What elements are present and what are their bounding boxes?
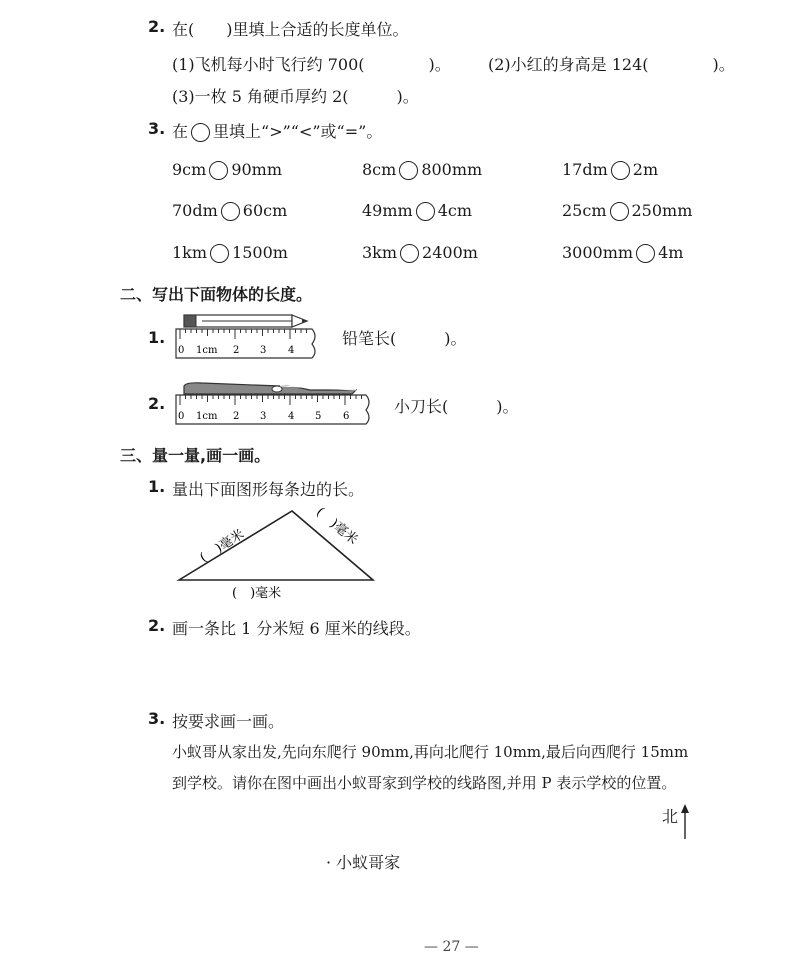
knife-icon xyxy=(184,383,356,394)
q2-item-2: (2)小红的身高是 124( )。 xyxy=(488,55,735,74)
q3-number: 3. xyxy=(148,119,166,138)
section-3-title: 三、量一量,画一画。 xyxy=(120,446,271,465)
sec2-item2-number: 2. xyxy=(148,394,166,413)
page-number: — 27 — xyxy=(424,939,479,955)
q3-title xyxy=(172,119,382,142)
compare-left: 3km xyxy=(362,243,398,262)
compare-right: 2m xyxy=(632,160,659,179)
answer-circle[interactable] xyxy=(399,161,418,180)
ruler-tick-label: 3 xyxy=(260,345,267,356)
north-label: 北 xyxy=(662,807,679,826)
q3-title-end: 里填上“>”“<”或“=”。 xyxy=(213,122,383,141)
answer-circle[interactable] xyxy=(221,202,240,221)
ruler-tick-label: 6 xyxy=(343,411,350,422)
ruler-tick-label: 2 xyxy=(233,411,240,422)
q3-title-start: 在 xyxy=(172,122,189,141)
compare-left: 49mm xyxy=(362,201,413,220)
compare-right: 1500m xyxy=(232,243,288,262)
ruler-tick-label: 4 xyxy=(288,345,295,356)
compare-r2-c3 xyxy=(562,201,692,221)
ruler-tick-label: 5 xyxy=(315,411,322,422)
knife-ruler-figure xyxy=(172,378,378,428)
compare-right: 2400m xyxy=(422,243,478,262)
triangle-right-label: ( )毫米 xyxy=(313,505,361,548)
sec3-item1-text: 量出下面图形每条边的长。 xyxy=(172,480,365,499)
sec3-item3-text: 按要求画一画。 xyxy=(172,712,285,731)
compare-r3-c2 xyxy=(362,243,478,263)
compare-r1-c1 xyxy=(172,160,282,180)
answer-circle[interactable] xyxy=(611,161,630,180)
ruler-icon xyxy=(176,329,315,358)
q2-item-3: (3)一枚 5 角硬币厚约 2( )。 xyxy=(172,87,419,106)
answer-circle[interactable] xyxy=(636,244,655,263)
compare-left: 3000mm xyxy=(562,243,634,262)
compare-right: 4m xyxy=(658,243,684,262)
compare-left: 17dm xyxy=(562,160,608,179)
q2-item-1: (1)飞机每小时飞行约 700( )。 xyxy=(172,55,451,74)
knife-length-answer: 小刀长( )。 xyxy=(394,397,519,416)
ruler-tick-label: 3 xyxy=(260,411,267,422)
home-label: · 小蚁哥家 xyxy=(326,853,401,872)
sec3-item3-number: 3. xyxy=(148,709,166,728)
compare-left: 9cm xyxy=(172,160,207,179)
sec3-item1-number: 1. xyxy=(148,477,166,496)
sec3-item3-line2: 到学校。请你在图中画出小蚁哥家到学校的线路图,并用 P 表示学校的位置。 xyxy=(172,774,677,792)
pencil-length-answer: 铅笔长( )。 xyxy=(342,329,467,348)
compare-right: 90mm xyxy=(231,160,283,179)
north-arrow-icon xyxy=(679,804,691,840)
compare-left: 70dm xyxy=(172,201,218,220)
compare-right: 800mm xyxy=(421,160,483,179)
ruler-tick-label: 0 xyxy=(178,411,185,422)
ruler-tick-label: 4 xyxy=(288,411,295,422)
section-2-title: 二、写出下面物体的长度。 xyxy=(120,285,313,304)
sec3-item2-text: 画一条比 1 分米短 6 厘米的线段。 xyxy=(172,619,421,638)
triangle-bottom-label: ( )毫米 xyxy=(232,586,282,601)
compare-r3-c3 xyxy=(562,243,683,263)
q2-title: 在( )里填上合适的长度单位。 xyxy=(172,20,409,39)
compare-right: 4cm xyxy=(437,201,473,220)
answer-circle[interactable] xyxy=(209,161,228,180)
compare-left: 8cm xyxy=(362,160,397,179)
triangle-figure xyxy=(176,505,382,605)
compare-right: 60cm xyxy=(242,201,288,220)
compare-r1-c3 xyxy=(562,160,658,180)
triangle-left-label: ( )毫米 xyxy=(197,527,248,566)
compare-r1-c2 xyxy=(362,160,482,180)
ruler-tick-label: 0 xyxy=(178,345,185,356)
pencil-icon xyxy=(184,315,307,327)
answer-circle[interactable] xyxy=(416,202,435,221)
compare-left: 1km xyxy=(172,243,208,262)
compare-r2-c2 xyxy=(362,201,472,221)
sec3-item2-number: 2. xyxy=(148,616,166,635)
compare-right: 250mm xyxy=(631,201,693,220)
ruler-tick-label: 2 xyxy=(233,345,240,356)
answer-circle[interactable] xyxy=(400,244,419,263)
compare-left: 25cm xyxy=(562,201,607,220)
pencil-ruler-figure xyxy=(172,312,324,362)
ruler-tick-label: 1cm xyxy=(196,411,218,422)
compare-r2-c1 xyxy=(172,201,287,221)
answer-circle[interactable] xyxy=(610,202,629,221)
circle-icon xyxy=(191,123,210,142)
compare-r3-c1 xyxy=(172,243,288,263)
q2-number: 2. xyxy=(148,17,166,36)
answer-circle[interactable] xyxy=(210,244,229,263)
sec3-item3-line1: 小蚁哥从家出发,先向东爬行 90mm,再向北爬行 10mm,最后向西爬行 15mm xyxy=(172,743,689,761)
sec2-item1-number: 1. xyxy=(148,328,166,347)
ruler-icon xyxy=(176,395,369,424)
ruler-tick-label: 1cm xyxy=(196,345,218,356)
